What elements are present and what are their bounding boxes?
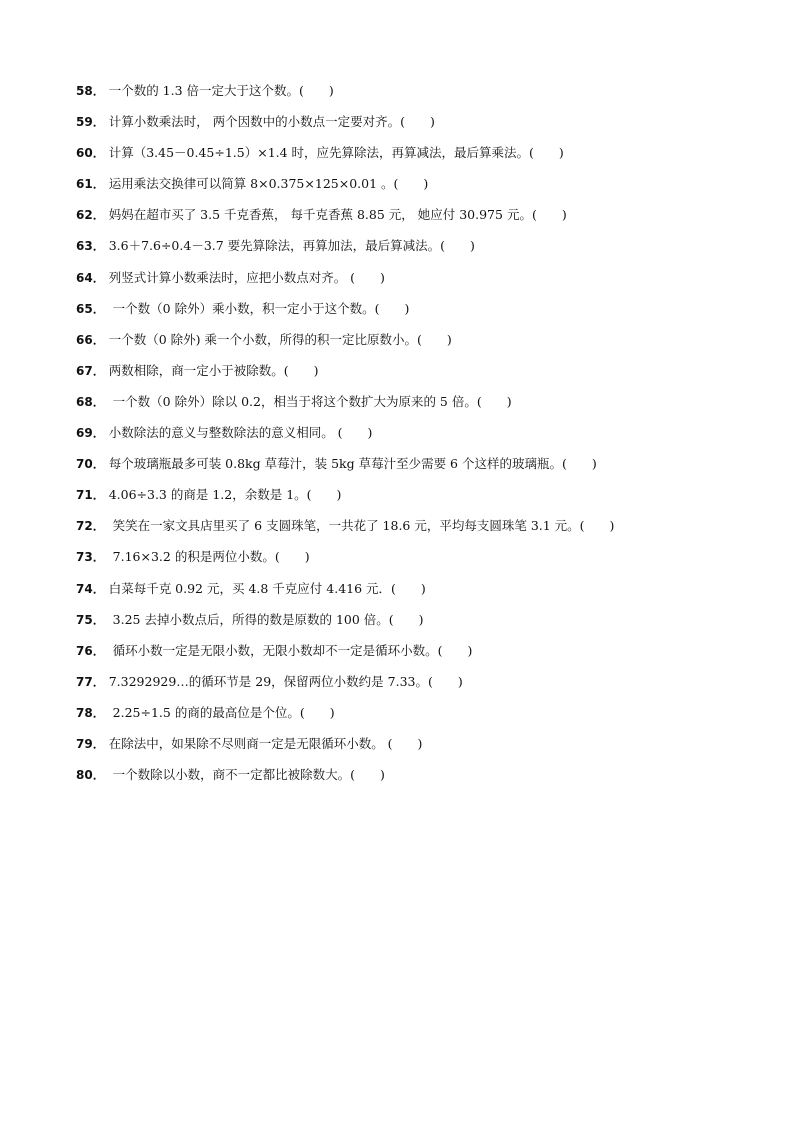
question-number: 58． <box>76 84 105 98</box>
question-item <box>76 172 776 203</box>
question-text: 在除法中，如果除不尽则商一定是无限循环小数。 ( ) <box>108 735 423 751</box>
question-text: 4.06÷3.3 的商是 1.2，余数是 1。( ) <box>108 487 342 503</box>
question-text: 7.3292929…的循环节是 29，保留两位小数约是 7.33。( ) <box>108 673 463 689</box>
question-number: 80． <box>76 768 105 783</box>
question-item <box>76 732 776 763</box>
question-item <box>76 79 776 110</box>
question-list <box>76 79 776 794</box>
question-number: 75． <box>76 612 105 627</box>
question-item <box>76 452 776 483</box>
question-text: 3.6＋7.6÷0.4－3.7 要先算除法，再算加法，最后算减法。( ) <box>108 238 475 254</box>
question-number: 78． <box>76 705 105 720</box>
question-item <box>76 266 776 297</box>
question-number: 69． <box>76 426 105 441</box>
question-item <box>76 483 776 514</box>
question-item <box>76 390 776 421</box>
question-number: 70． <box>76 457 105 472</box>
question-text: 每个玻璃瓶最多可装 0.8kg 草莓汁，装 5kg 草莓汁至少需要 6 个这样的玻璃瓶。( ) <box>108 456 597 472</box>
question-number: 65． <box>76 301 105 316</box>
question-text: 计算小数乘法时， 两个因数中的小数点一定要对齐。( ) <box>108 114 435 130</box>
question-item <box>76 234 776 265</box>
question-text: 一个数的 1.3 倍一定大于这个数。( ) <box>108 83 334 98</box>
question-item <box>76 297 776 328</box>
question-number: 61． <box>76 177 105 192</box>
question-item <box>76 514 776 545</box>
question-text: 笑笑在一家文具店里买了 6 支圆珠笔，一共花了 18.6 元，平均每支圆珠笔 3.1 元。( ) <box>108 518 615 534</box>
question-item <box>76 763 776 794</box>
question-text: 一个数（0 除外) 乘一个小数，所得的积一定比原数小。( ) <box>108 331 452 347</box>
question-text: 一个数（0 除外）乘小数，积一定小于这个数。( ) <box>108 300 410 316</box>
question-number: 62． <box>76 208 105 223</box>
question-text: 7.16×3.2 的积是两位小数。( ) <box>108 549 310 565</box>
question-number: 60． <box>76 146 105 161</box>
question-text: 一个数（0 除外）除以 0.2，相当于将这个数扩大为原来的 5 倍。( ) <box>108 393 512 409</box>
question-text: 2.25÷1.5 的商的最高位是个位。( ) <box>108 704 335 720</box>
question-number: 72． <box>76 519 105 534</box>
question-item <box>76 577 776 608</box>
question-item <box>76 203 776 234</box>
question-text: 妈妈在超市买了 3.5 千克香蕉， 每千克香蕉 8.85 元， 她应付 30.975 元。( ) <box>108 207 567 223</box>
question-number: 73． <box>76 550 105 565</box>
question-item <box>76 608 776 639</box>
question-item <box>76 639 776 670</box>
question-number: 68． <box>76 394 105 409</box>
question-number: 71． <box>76 488 105 503</box>
question-text: 白菜每千克 0.92 元，买 4.8 千克应付 4.416 元．( ) <box>108 580 426 596</box>
question-text: 运用乘法交换律可以简算 8×0.375×125×0.01 。( ) <box>108 176 429 192</box>
question-number: 66． <box>76 332 105 347</box>
question-item <box>76 328 776 359</box>
question-number: 76． <box>76 643 105 658</box>
question-text: 小数除法的意义与整数除法的意义相同。 ( ) <box>108 425 373 441</box>
question-item <box>76 545 776 576</box>
question-text: 循环小数一定是无限小数，无限小数却不一定是循环小数。( ) <box>108 642 473 658</box>
question-item <box>76 670 776 701</box>
question-number: 67． <box>76 363 105 378</box>
question-item <box>76 110 776 141</box>
question-number: 77． <box>76 674 105 689</box>
question-number: 79． <box>76 736 105 751</box>
question-item <box>76 421 776 452</box>
question-text: 计算（3.45－0.45÷1.5）×1.4 时，应先算除法，再算减法，最后算乘法。( ) <box>108 145 564 161</box>
question-item <box>76 141 776 172</box>
question-item <box>76 359 776 390</box>
question-text: 列竖式计算小数乘法时，应把小数点对齐。 ( ) <box>108 269 385 285</box>
question-number: 74． <box>76 581 105 596</box>
question-text: 两数相除，商一定小于被除数。( ) <box>108 362 319 378</box>
question-text: 一个数除以小数，商不一定都比被除数大。( ) <box>108 767 385 783</box>
question-number: 59． <box>76 115 105 130</box>
question-item <box>76 701 776 732</box>
question-number: 64． <box>76 270 105 285</box>
question-number: 63． <box>76 239 105 254</box>
question-text: 3.25 去掉小数点后，所得的数是原数的 100 倍。( ) <box>108 611 424 627</box>
